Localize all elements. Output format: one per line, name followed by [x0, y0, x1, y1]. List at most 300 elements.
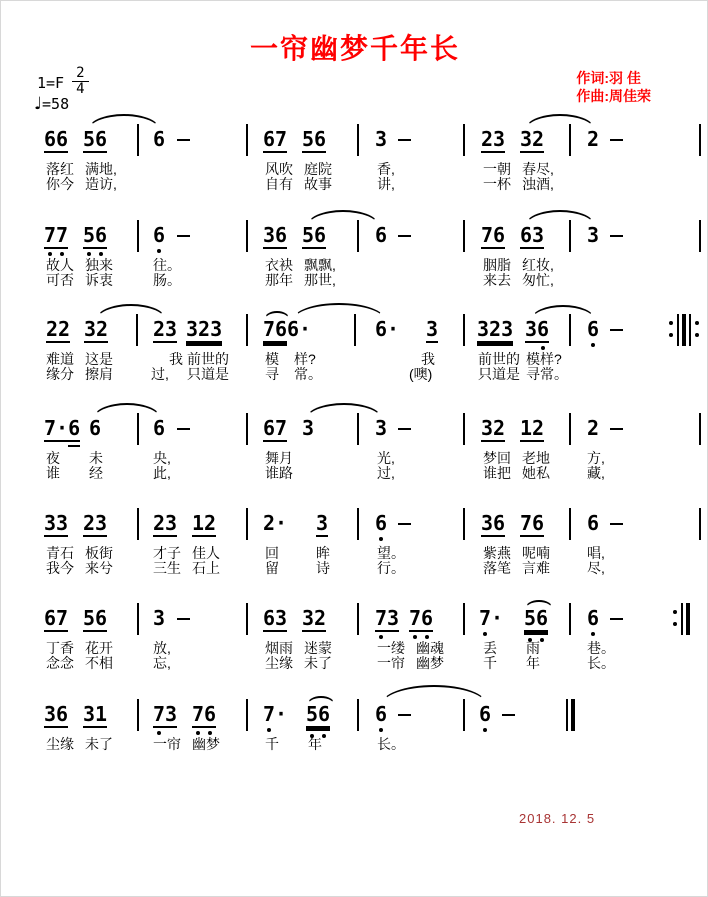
- dash-extension: [177, 618, 190, 620]
- lyric-word: 我今: [46, 560, 74, 576]
- note-digits: 32: [302, 606, 327, 630]
- lyric-word: 迷蒙: [304, 640, 332, 656]
- note-digits: 23: [481, 127, 506, 151]
- barline: [569, 603, 571, 635]
- lyric-word: 寻: [265, 366, 279, 382]
- note-digits: 3: [375, 416, 388, 440]
- lyric-word: 千: [265, 736, 279, 752]
- note-token: [481, 225, 505, 249]
- lyric-word: 不相: [85, 655, 113, 671]
- lyric-word: 年: [308, 736, 322, 752]
- note-digits: 3: [587, 223, 600, 247]
- low-octave-dot: [379, 635, 383, 639]
- slur-tie: [93, 403, 161, 419]
- dash-extension: [610, 329, 623, 331]
- lyric-word: 风吹: [265, 161, 293, 177]
- lyric-word: 未: [89, 450, 103, 466]
- low-octave-dot: [60, 252, 64, 256]
- note-digits: 6: [375, 511, 388, 535]
- note-token: [477, 319, 513, 343]
- note-digits: 77: [44, 223, 69, 247]
- note-digits: 32: [520, 127, 545, 151]
- note-digits: 6: [587, 606, 600, 630]
- barline: [686, 603, 690, 635]
- lyric-word: 眸: [316, 545, 330, 561]
- barline: [463, 508, 465, 540]
- note-token: [479, 704, 491, 726]
- lyric-word: 放,: [153, 640, 171, 656]
- note-digits: 6: [479, 702, 492, 726]
- note-digits: 36: [44, 702, 69, 726]
- lyric-word: 三生: [153, 560, 181, 576]
- note-token: [375, 608, 399, 632]
- note-token: [520, 129, 544, 153]
- note-digits: 63: [263, 606, 288, 630]
- note-token: [302, 418, 314, 440]
- low-octave-dot: [540, 638, 544, 642]
- lyric-word: 佳人: [192, 545, 220, 561]
- barline: [569, 413, 571, 445]
- note-digits: 23: [153, 511, 178, 535]
- repeat-dot: [669, 333, 673, 337]
- lyric-word: (噢): [409, 366, 433, 382]
- lyric-word: 衣袂: [265, 257, 293, 273]
- lyric-word: 紫燕: [483, 545, 511, 561]
- note-token: [263, 225, 287, 249]
- lyric-word: 才子: [153, 545, 181, 561]
- lyric-word: 光,: [377, 450, 395, 466]
- note-digits: 23: [153, 317, 178, 341]
- note-digits: 36: [481, 511, 506, 535]
- barline: [566, 699, 568, 731]
- note-digits: 31: [83, 702, 108, 726]
- low-octave-dot: [157, 249, 161, 253]
- key-label: 1=F: [37, 74, 65, 92]
- lyric-word: 经: [89, 465, 103, 481]
- note-token: [587, 513, 599, 535]
- low-octave-dot: [322, 734, 326, 738]
- lyric-word: 落红: [46, 161, 74, 177]
- low-octave-dot: [425, 635, 429, 639]
- low-octave-dot: [48, 252, 52, 256]
- lyric-word: 肠。: [153, 272, 181, 288]
- barline: [699, 508, 701, 540]
- barline: [357, 699, 359, 731]
- barline: [246, 699, 248, 731]
- key-signature: [37, 65, 89, 97]
- note-token: [153, 608, 165, 630]
- lyric-word: 春尽,: [522, 161, 554, 177]
- barline: [246, 124, 248, 156]
- note-token: [153, 319, 177, 343]
- lyricist-credit: 作词:羽 佳: [576, 70, 641, 86]
- note-digits: 67: [44, 606, 69, 630]
- barline: [137, 220, 139, 252]
- note-digits: 76: [520, 511, 545, 535]
- lyric-word: 故人: [46, 257, 74, 273]
- note-token: [83, 608, 107, 632]
- note-digits: 12: [192, 511, 217, 535]
- note-token: [192, 704, 216, 728]
- note-token: [83, 704, 107, 728]
- note-digits: 76: [192, 702, 217, 726]
- note-token: [83, 129, 107, 153]
- lyric-word: 满地,: [85, 161, 117, 177]
- barline: [699, 220, 701, 252]
- lyric-word: 尘缘: [265, 655, 293, 671]
- note-token: [520, 418, 544, 442]
- note-token: [153, 704, 177, 728]
- note-digits: 56: [306, 702, 331, 726]
- barline: [463, 124, 465, 156]
- lyric-word: 方,: [587, 450, 605, 466]
- note-token: [186, 319, 222, 343]
- lyric-word: 擦肩: [85, 366, 113, 382]
- note-digits: 6: [587, 511, 600, 535]
- note-token: [302, 608, 326, 632]
- lyric-word: 来去: [483, 272, 511, 288]
- note-token: [44, 225, 68, 249]
- note-token: [520, 225, 544, 249]
- slur-tie: [525, 210, 595, 226]
- lyric-word: 寻常。: [526, 366, 568, 382]
- slur-tie: [525, 114, 595, 130]
- note-digits: 36: [525, 317, 550, 341]
- lyric-word: 谁: [46, 465, 60, 481]
- lyric-word: 雨: [526, 640, 540, 656]
- note-digits: 56: [83, 127, 108, 151]
- barline: [137, 508, 139, 540]
- lyric-word: 幽梦: [416, 655, 444, 671]
- note-digits: 67: [263, 127, 288, 151]
- time-denominator: 4: [76, 81, 85, 97]
- note-digits: 33: [44, 511, 69, 535]
- lyric-word: 谁把: [483, 465, 511, 481]
- note-token: [426, 319, 438, 343]
- low-octave-dot: [591, 343, 595, 347]
- tempo-marking: [34, 94, 69, 114]
- note-digits: 56: [83, 223, 108, 247]
- note-digits: 63: [520, 223, 545, 247]
- lyric-word: 行。: [377, 560, 405, 576]
- lyric-word: 谁路: [265, 465, 293, 481]
- low-octave-dot: [541, 346, 545, 350]
- note-digits: 7·: [479, 606, 504, 630]
- lyric-word: 尘缘: [46, 736, 74, 752]
- credits-block: [576, 69, 651, 105]
- note-digits: 12: [520, 416, 545, 440]
- barline: [463, 413, 465, 445]
- note-digits: 67: [263, 416, 288, 440]
- note-token: [44, 418, 80, 442]
- time-numerator: 2: [72, 67, 88, 82]
- dash-extension: [177, 139, 190, 141]
- note-digits: 32: [84, 317, 109, 341]
- note-token: [46, 319, 70, 343]
- lyric-word: 来兮: [85, 560, 113, 576]
- lyric-word: 藏,: [587, 465, 605, 481]
- barline: [357, 603, 359, 635]
- lyric-word: 巷。: [587, 640, 615, 656]
- note-token: [375, 129, 387, 151]
- low-octave-dot: [591, 632, 595, 636]
- note-digits: 2·: [263, 511, 288, 535]
- lyric-word: 缘分: [46, 366, 74, 382]
- lyric-word: 未了: [304, 655, 332, 671]
- note-token: [375, 513, 387, 535]
- note-token: [302, 225, 326, 249]
- note-digits: 73: [153, 702, 178, 726]
- tempo-value: =58: [42, 95, 70, 113]
- lyric-word: 望。: [377, 545, 405, 561]
- low-octave-dot: [157, 731, 161, 735]
- low-octave-dot: [379, 537, 383, 541]
- note-token: [375, 418, 387, 440]
- dash-extension: [610, 428, 623, 430]
- slur-tie: [293, 303, 385, 320]
- note-token: [263, 513, 287, 535]
- lyric-word: 庭院: [304, 161, 332, 177]
- note-token: [44, 608, 68, 632]
- note-token: [587, 319, 599, 341]
- lyric-word: 一缕: [377, 640, 405, 656]
- lyric-word: 石上: [192, 560, 220, 576]
- note-digits: 2: [587, 127, 600, 151]
- dash-extension: [398, 428, 411, 430]
- lyric-word: 她私: [522, 465, 550, 481]
- slur-tie: [531, 305, 595, 320]
- note-token: [263, 608, 287, 632]
- lyric-word: 一帘: [377, 655, 405, 671]
- low-octave-dot: [483, 632, 487, 636]
- note-token: [153, 225, 165, 247]
- note-digits: 22: [46, 317, 71, 341]
- dash-extension: [610, 523, 623, 525]
- note-token: [525, 319, 549, 343]
- lyric-word: 舞月: [265, 450, 293, 466]
- lyric-word: 言难: [522, 560, 550, 576]
- barline: [699, 413, 701, 445]
- lyric-word: 花开: [85, 640, 113, 656]
- lyric-word: 红妆,: [522, 257, 554, 273]
- barline: [463, 314, 465, 346]
- note-token: [44, 513, 68, 537]
- lyric-word: 长。: [377, 736, 405, 752]
- dash-extension: [398, 714, 411, 716]
- note-digits: 73: [375, 606, 400, 630]
- barline: [677, 314, 679, 346]
- barline: [246, 508, 248, 540]
- note-digits: 7·: [263, 702, 288, 726]
- barline: [463, 603, 465, 635]
- note-token: [481, 418, 505, 442]
- barline: [463, 220, 465, 252]
- lyric-word: 故事: [304, 176, 332, 192]
- lyric-word: 模样?: [526, 351, 562, 367]
- note-token: [153, 418, 165, 440]
- barline: [357, 124, 359, 156]
- barline: [699, 124, 701, 156]
- lyric-word: 诉衷: [85, 272, 113, 288]
- note-token: [153, 513, 177, 537]
- note-digits: 76: [481, 223, 506, 247]
- barline: [137, 603, 139, 635]
- lyric-word: 未了: [85, 736, 113, 752]
- lyric-word: 只道是: [187, 366, 229, 382]
- note-token: [587, 225, 599, 247]
- dash-extension: [610, 139, 623, 141]
- lyric-word: 呢喃: [522, 545, 550, 561]
- note-digits: 6·: [287, 317, 312, 341]
- lyric-word: 飘飘,: [304, 257, 336, 273]
- lyric-word: 那年: [265, 272, 293, 288]
- lyric-word: 千: [483, 655, 497, 671]
- low-octave-dot: [413, 635, 417, 639]
- note-digits: 323: [477, 317, 514, 341]
- lyric-word: 夜: [46, 450, 60, 466]
- lyric-word: 年: [526, 655, 540, 671]
- note-token: [263, 129, 287, 153]
- dash-extension: [610, 235, 623, 237]
- dash-extension: [398, 139, 411, 141]
- barline: [246, 314, 248, 346]
- note-token: [481, 129, 505, 153]
- dash-extension: [398, 235, 411, 237]
- low-octave-dot: [99, 252, 103, 256]
- date-stamp: 2018. 12. 5: [519, 811, 596, 826]
- note-token: [89, 418, 101, 440]
- barline: [681, 603, 683, 635]
- note-digits: 6: [89, 416, 102, 440]
- lyric-word: 我: [421, 351, 435, 367]
- lyric-word: 自有: [265, 176, 293, 192]
- note-token: [44, 704, 68, 728]
- slur-tie: [307, 696, 335, 705]
- note-token: [44, 129, 68, 153]
- dash-extension: [177, 428, 190, 430]
- repeat-dot: [673, 610, 677, 614]
- note-token: [524, 608, 548, 632]
- barline: [689, 314, 691, 346]
- note-token: [375, 319, 399, 341]
- lyric-word: 模: [265, 351, 279, 367]
- lyric-word: 梦回: [483, 450, 511, 466]
- note-digits: 6: [153, 223, 166, 247]
- note-token: [481, 513, 505, 537]
- note-token: [587, 129, 599, 151]
- song-title: 一帘幽梦千年长: [249, 33, 460, 64]
- note-token: [263, 704, 287, 726]
- note-digits: 56: [524, 606, 549, 630]
- lyric-word: 落笔: [483, 560, 511, 576]
- slur-tie: [88, 114, 160, 130]
- lyric-word: 念念: [46, 655, 74, 671]
- lyric-word: 香,: [377, 161, 395, 177]
- note-token: [83, 225, 107, 249]
- slur-tie: [306, 403, 382, 419]
- barline: [682, 314, 686, 346]
- note-digits: 3: [316, 511, 329, 535]
- composer-credit: 作曲:周佳荣: [576, 88, 651, 104]
- note-digits: 323: [186, 317, 223, 341]
- lyric-word: 独来: [85, 257, 113, 273]
- lyric-word: 老地: [522, 450, 550, 466]
- lyric-word: 一朝: [483, 161, 511, 177]
- sixteenth-underline: [68, 445, 80, 447]
- slur-tie: [381, 685, 487, 705]
- barline: [569, 508, 571, 540]
- barline: [357, 508, 359, 540]
- note-digits: 56: [302, 223, 327, 247]
- note-digits: 6: [153, 416, 166, 440]
- lyric-word: 忘,: [153, 655, 171, 671]
- note-digits: 3: [153, 606, 166, 630]
- note-digits: 6: [375, 702, 388, 726]
- low-octave-dot: [196, 731, 200, 735]
- note-token: [83, 513, 107, 537]
- lyric-word: 你今: [46, 176, 74, 192]
- lyric-word: 样?: [294, 351, 316, 367]
- lyric-word: 胭脂: [483, 257, 511, 273]
- low-octave-dot: [267, 728, 271, 732]
- slur-tie: [96, 304, 166, 320]
- note-digits: 23: [83, 511, 108, 535]
- note-token: [263, 319, 287, 343]
- lyric-word: 前世的: [187, 351, 229, 367]
- lyric-word: 丁香: [46, 640, 74, 656]
- note-token: [479, 608, 503, 630]
- lyric-word: 幽梦: [192, 736, 220, 752]
- note-token: [587, 418, 599, 440]
- note-digits: 6: [375, 223, 388, 247]
- note-token: [302, 129, 326, 153]
- lyric-word: 这是: [85, 351, 113, 367]
- note-digits: 3: [426, 317, 439, 341]
- note-token: [587, 608, 599, 630]
- lyric-word: 幽魂: [416, 640, 444, 656]
- lyric-word: 烟雨: [265, 640, 293, 656]
- note-digits: 76: [263, 317, 288, 341]
- note-digits: 32: [481, 416, 506, 440]
- note-digits: 3: [302, 416, 315, 440]
- lyric-word: 往。: [153, 257, 181, 273]
- lyric-word: 一杯: [483, 176, 511, 192]
- lyric-word: 造访,: [85, 176, 117, 192]
- repeat-dot: [673, 622, 677, 626]
- note-token: [153, 129, 165, 151]
- lyric-word: 那世,: [304, 272, 336, 288]
- note-digits: 36: [263, 223, 288, 247]
- note-digits: 6·: [375, 317, 400, 341]
- note-digits: 6: [153, 127, 166, 151]
- note-digits: 66: [44, 127, 69, 151]
- lyric-word: 匆忙,: [522, 272, 554, 288]
- low-octave-dot: [379, 728, 383, 732]
- lyric-word: 过,: [377, 465, 395, 481]
- lyric-word: 央,: [153, 450, 171, 466]
- note-token: [375, 225, 387, 247]
- barline: [246, 413, 248, 445]
- slur-tie: [307, 210, 379, 226]
- slur-tie: [525, 600, 553, 609]
- repeat-dot: [669, 321, 673, 325]
- note-digits: 2: [587, 416, 600, 440]
- quarter-note-icon: ♩: [34, 94, 43, 114]
- lyric-word: 青石: [46, 545, 74, 561]
- note-digits: 7·6: [44, 416, 81, 440]
- low-octave-dot: [208, 731, 212, 735]
- lyric-word: 此,: [153, 465, 171, 481]
